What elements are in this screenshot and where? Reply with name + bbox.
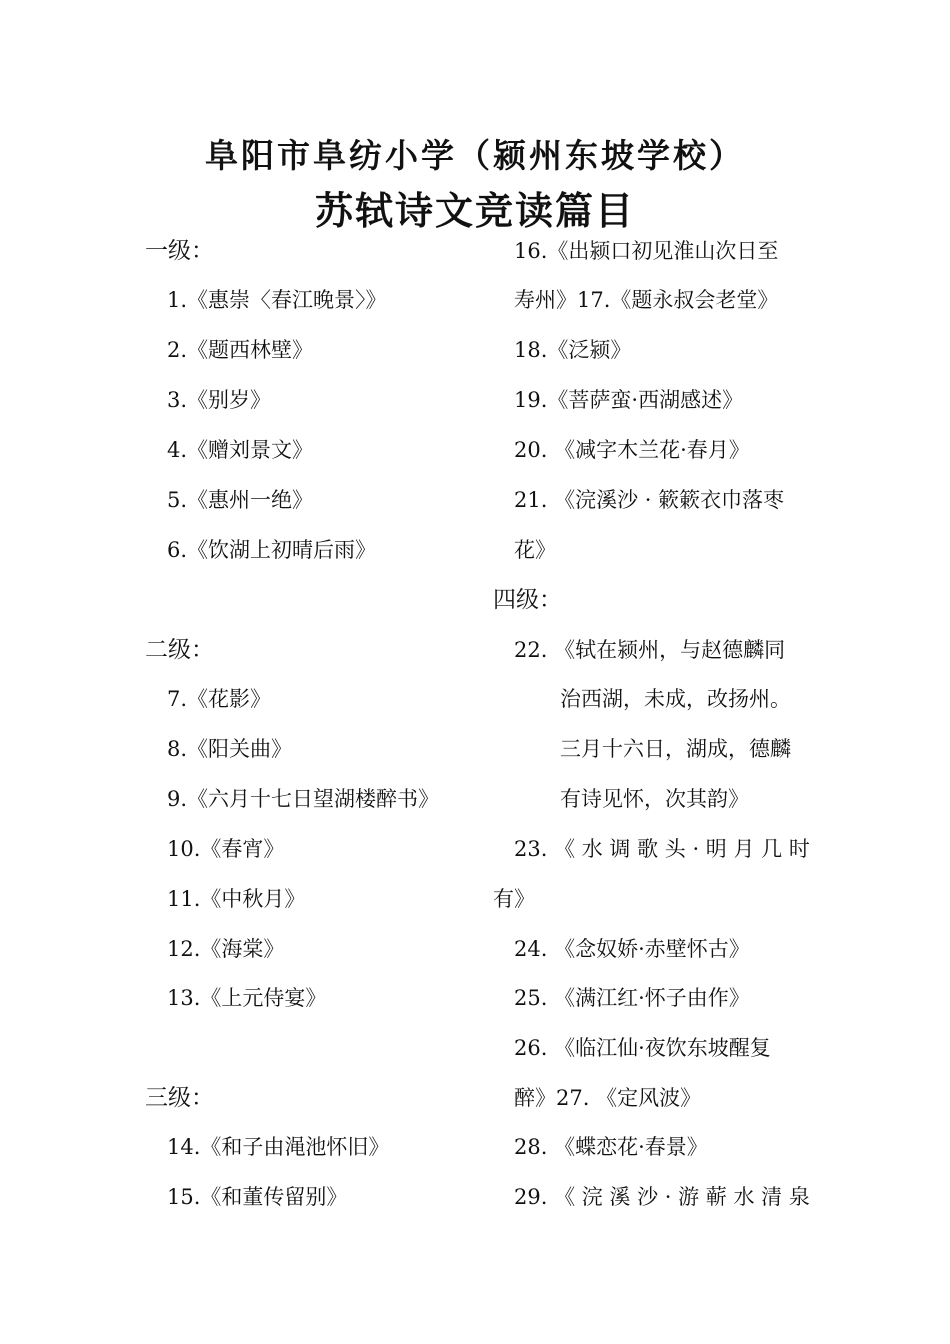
list-item: 22. 《轼在颍州，与赵德麟同 (514, 638, 786, 662)
school-title: 阜阳市阜纺小学（颍州东坡学校） (205, 136, 745, 175)
list-item: 治西湖，未成，改扬州。 (560, 687, 791, 711)
list-item: 20. 《减字木兰花·春月》 (514, 438, 750, 462)
list-item: 12.《海棠》 (167, 937, 285, 961)
list-item: 有》 (493, 887, 535, 911)
list-item: 26. 《临江仙·夜饮东坡醒复 (514, 1036, 771, 1060)
level-1-heading: 一级： (145, 238, 214, 264)
list-item: 6.《饮湖上初晴后雨》 (167, 538, 377, 562)
list-item: 2.《题西林壁》 (167, 338, 314, 362)
list-item: 3.《别岁》 (167, 388, 272, 412)
list-item: 23. 《 水 调 歌 头 · 明 月 几 时 (514, 837, 810, 861)
level-2-heading: 二级： (145, 637, 214, 663)
list-item: 29. 《 浣 溪 沙 · 游 蕲 水 清 泉 (514, 1185, 810, 1209)
list-item: 4.《赠刘景文》 (167, 438, 314, 462)
list-item: 28. 《蝶恋花·春景》 (514, 1135, 708, 1159)
list-item: 16.《出颍口初见淮山次日至 (514, 239, 779, 263)
level-3-heading: 三级： (145, 1085, 214, 1111)
list-item: 寿州》17.《题永叔会老堂》 (514, 288, 779, 312)
list-item: 9.《六月十七日望湖楼醉书》 (167, 787, 440, 811)
list-item: 三月十六日，湖成，德麟 (560, 737, 791, 761)
list-item: 15.《和董传留别》 (167, 1185, 348, 1209)
list-item: 醉》27. 《定风波》 (514, 1086, 702, 1110)
list-item: 7.《花影》 (167, 687, 272, 711)
list-item: 花》 (514, 538, 556, 562)
list-item: 10.《春宵》 (167, 837, 285, 861)
document-title: 苏轼诗文竞读篇目 (314, 189, 635, 233)
list-item: 11.《中秋月》 (167, 887, 306, 911)
list-item: 有诗见怀，次其韵》 (560, 787, 749, 811)
list-item: 14.《和子由渑池怀旧》 (167, 1135, 390, 1159)
list-item: 5.《惠州一绝》 (167, 488, 314, 512)
list-item: 1.《惠崇〈春江晚景〉》 (167, 288, 387, 312)
list-item: 24. 《念奴娇·赤壁怀古》 (514, 937, 750, 961)
level-4-heading: 四级： (493, 587, 562, 613)
list-item: 18.《泛颍》 (514, 338, 632, 362)
list-item: 21. 《浣溪沙 · 簌簌衣巾落枣 (514, 488, 785, 512)
list-item: 13.《上元侍宴》 (167, 986, 327, 1010)
list-item: 8.《阳关曲》 (167, 737, 293, 761)
list-item: 25. 《满江红·怀子由作》 (514, 986, 750, 1010)
list-item: 19.《菩萨蛮·西湖感述》 (514, 388, 744, 412)
